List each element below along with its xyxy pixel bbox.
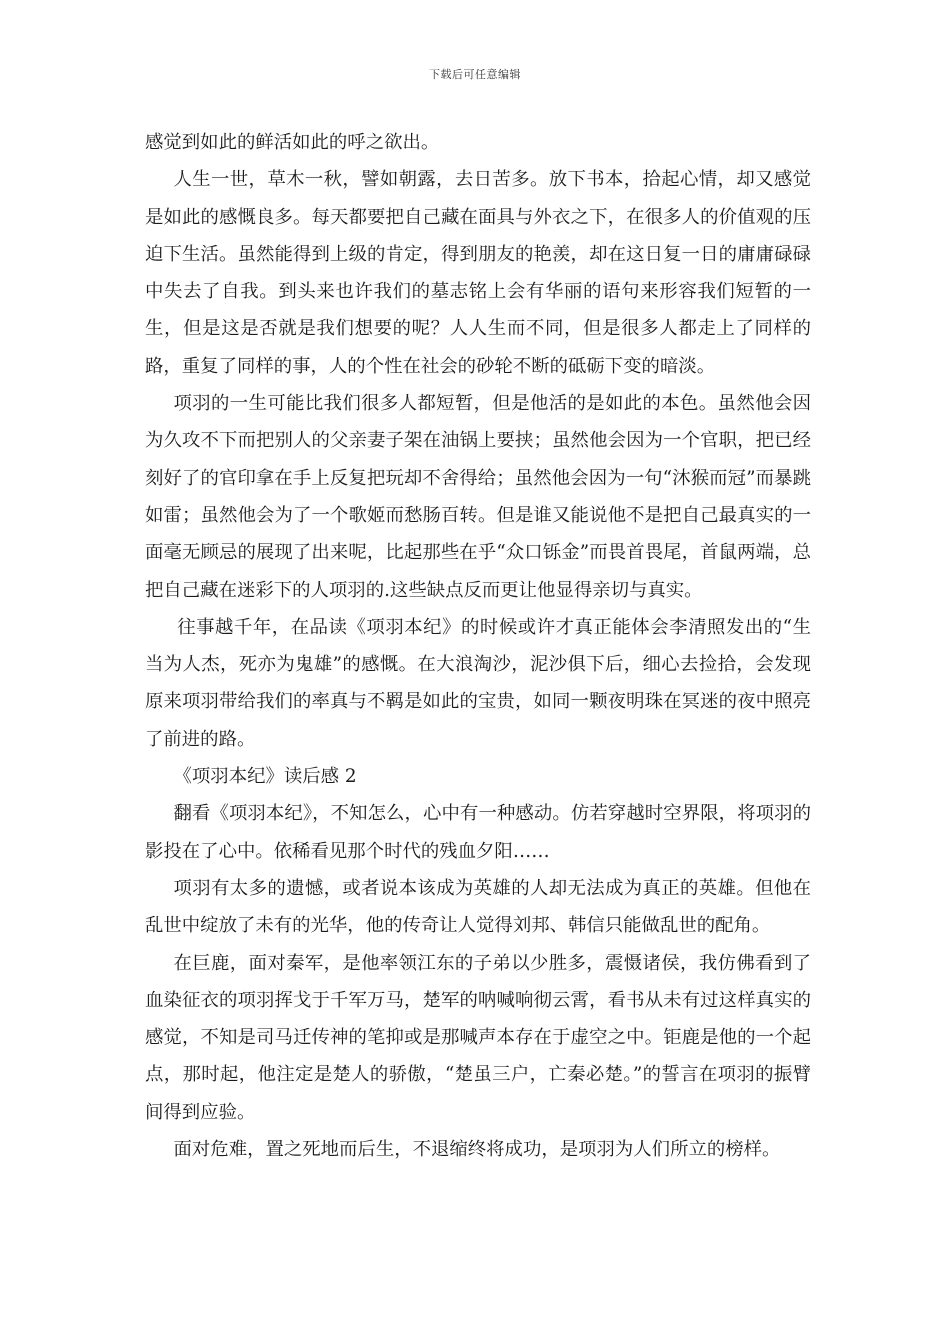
paragraph-facing-danger: 面对危难，置之死地而后生，不退缩终将成功，是项羽为人们所立的榜样。 bbox=[173, 1139, 781, 1161]
section-heading: 《项羽本纪》读后感 2 bbox=[173, 766, 357, 788]
paragraph-regrets: 项羽有太多的遗憾，或者说本该成为英雄的人却无法成为真正的英雄。但他在乱世中绽放了未有的光华，他的传奇让人觉得刘邦、韩信只能做乱世的配角。 bbox=[145, 877, 811, 937]
paragraph-continuation: 感觉到如此的鲜活如此的呼之欲出。 bbox=[145, 132, 440, 153]
page-header: 下载后可任意编辑 bbox=[429, 68, 521, 81]
paragraph-opening: 翻看《项羽本纪》，不知怎么，心中有一种感动。仿若穿越时空界限，将项羽的影投在了心中。依稀看见那个时代的残血夕阳…… bbox=[145, 803, 811, 862]
paragraph-xiangyu-character: 项羽的一生可能比我们很多人都短暂，但是他活的是如此的本色。虽然他会因为久攻不下而把别人的父亲妻子架在油锅上要挟；虽然他会因为一个官职，把已经刻好了的官印拿在手上反复把玩却不舍得给；虽然他会因为一句“沐猴而冠”而暴跳如雷；虽然他会为了一个歌姬而愁肠百转。但是谁又能说他不是把自己最真实的一面毫无顾忌的展现了出来呢，比起那些在乎“众口铄金”而畏首畏尾，首鼠两端，总把自己藏在迷彩下的人项羽的.这些缺点反而更让他显得亲切与真实。 bbox=[145, 393, 811, 601]
paragraph-julu-battle: 在巨鹿，面对秦军，是他率领江东的子弟以少胜多，震慑诸侯，我仿佛看到了血染征衣的项羽挥戈于千军万马，楚军的呐喊响彻云霄，看书从未有过这样真实的感觉，不知是司马迁传神的笔抑或是那喊声本存在于虚空之中。钜鹿是他的一个起点，那时起，他注定是楚人的骄傲，“楚虽三户，亡秦必楚。”的誓言在项羽的振臂间得到应验。 bbox=[145, 952, 811, 1123]
paragraph-reading-reflection: 往事越千年，在品读《项羽本纪》的时候或许才真正能体会李清照发出的“生当为人杰，死亦为鬼雄”的感慨。在大浪淘沙，泥沙俱下后，细心去捡拾，会发现原来项羽带给我们的率真与不羁是如此的宝贵，如同一颗夜明珠在冥迷的夜中照亮了前进的路。 bbox=[145, 616, 811, 750]
paragraph-life-reflection: 人生一世，草木一秋，譬如朝露，去日苦多。放下书本，拾起心情，却又感觉是如此的感慨良多。每天都要把自己藏在面具与外衣之下，在很多人的价值观的压迫下生活。虽然能得到上级的肯定，得到朋友的艳羡，却在这日复一日的庸庸碌碌中失去了自我。到头来也许我们的墓志铭上会有华丽的语句来形容我们短暂的一生，但是这是否就是我们想要的呢？人人生而不同，但是很多人都走上了同样的路，重复了同样的事，人的个性在社会的砂轮不断的砥砺下变的暗淡。 bbox=[145, 169, 811, 377]
document-body bbox=[145, 124, 811, 1168]
